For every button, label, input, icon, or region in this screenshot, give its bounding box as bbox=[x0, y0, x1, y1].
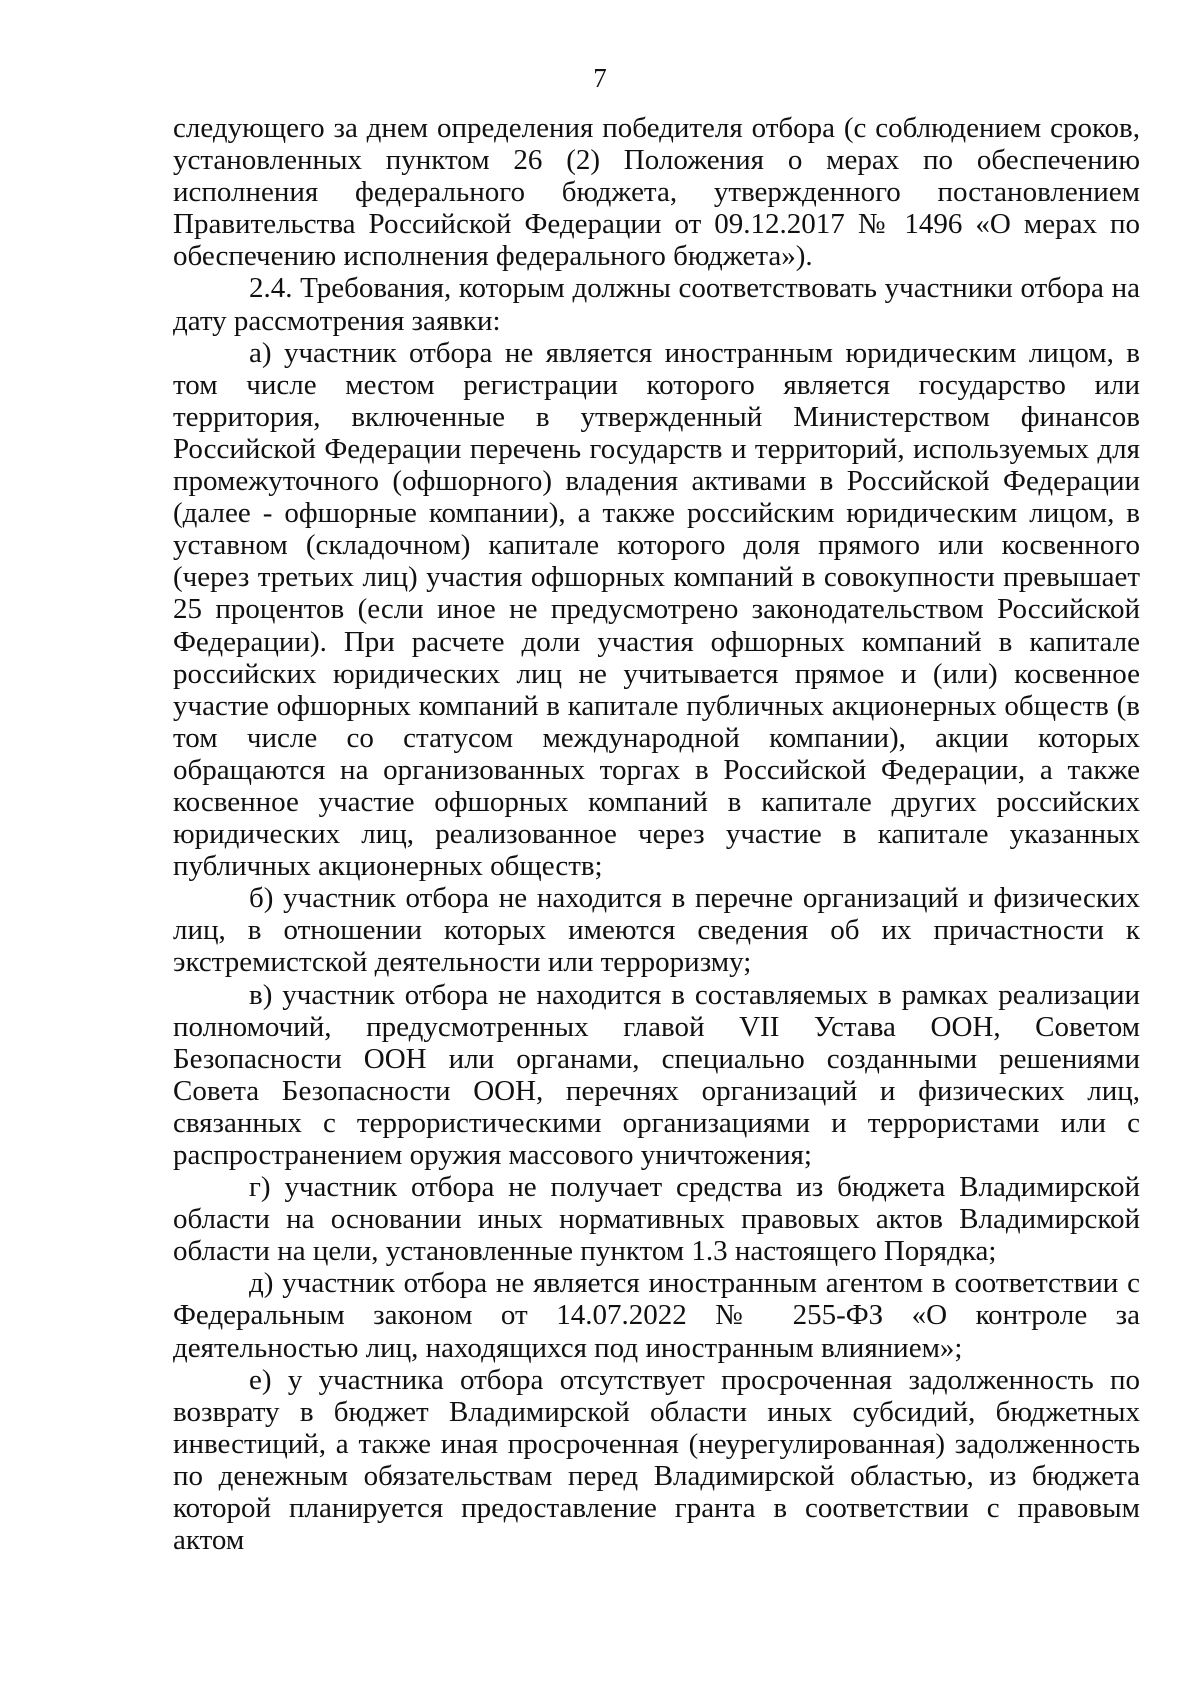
paragraph-item-g: г) участник отбора не получает средства из бюджета Владимирской области на основании иных нормативных правовых актов Владимирской области на цели, установленные пунктом 1.3 настоящего Порядка; bbox=[173, 1171, 1140, 1268]
paragraph-item-v: в) участник отбора не находится в составляемых в рамках реализации полномочий, предусмотренных главой VII Устава ООН, Советом Безопасности ООН или органами, специально созданными решениями Совета Безопасности ООН, перечнях организаций и физических лиц, связанных с террористическими организациями и террористами или с распространением оружия массового уничтожения; bbox=[173, 978, 1140, 1171]
page-number: 7 bbox=[593, 63, 607, 93]
paragraph-item-d: д) участник отбора не является иностранным агентом в соответствии с Федеральным законом от 14.07.2022 № 255-ФЗ «О контроле за деятельностью лиц, находящихся под иностранным влиянием»; bbox=[173, 1267, 1140, 1364]
paragraph-requirements-2-4: 2.4. Требования, которым должны соответствовать участники отбора на дату рассмотрения заявки: bbox=[173, 272, 1140, 337]
paragraph-item-a: а) участник отбора не является иностранным юридическим лицом, в том числе местом регистрации которого является государство или территория, включенные в утвержденный Министерством финансов Российской Федерации перечень государств и территорий, используемых для промежуточного (офшорного) владения активами в Российской Федерации (далее - офшорные компании), а также российским юридическим лицом, в уставном (складочном) капитале которого доля прямого или косвенного (через третьих лиц) участия офшорных компаний в совокупности превышает 25 процентов (если иное не предусмотрено законодательством Российской Федерации). При расчете доли участия офшорных компаний в капитале российских юридических лиц не учитывается прямое и (или) косвенное участие офшорных компаний в капитале публичных акционерных обществ (в том числе со статусом международной компании), акции которых обращаются на организованных торгах в Российской Федерации, а также косвенное участие офшорных компаний в капитале других российских юридических лиц, реализованное через участие в капитале указанных публичных акционерных обществ; bbox=[173, 336, 1140, 883]
paragraph-item-e: е) у участника отбора отсутствует просроченная задолженность по возврату в бюджет Владимирской области иных субсидий, бюджетных инвестиций, а также иная просроченная (неурегулированная) задолженность по денежным обязательствам перед Владимирской областью, из бюджета которой планируется предоставление гранта в соответствии с правовым актом bbox=[173, 1363, 1140, 1557]
paragraph-item-b: б) участник отбора не находится в перечне организаций и физических лиц, в отношении которых имеются сведения об их причастности к экстремистской деятельности или терроризму; bbox=[173, 882, 1140, 979]
paragraph-continuation: следующего за днем определения победителя отбора (с соблюдением сроков, установленных пунктом 26 (2) Положения о мерах по обеспечению исполнения федерального бюджета, утвержденного постановлением Правительства Российской Федерации от 09.12.2017 № 1496 «О мерах по обеспечению исполнения федерального бюджета»). bbox=[173, 112, 1140, 273]
document-body bbox=[173, 112, 1140, 1556]
